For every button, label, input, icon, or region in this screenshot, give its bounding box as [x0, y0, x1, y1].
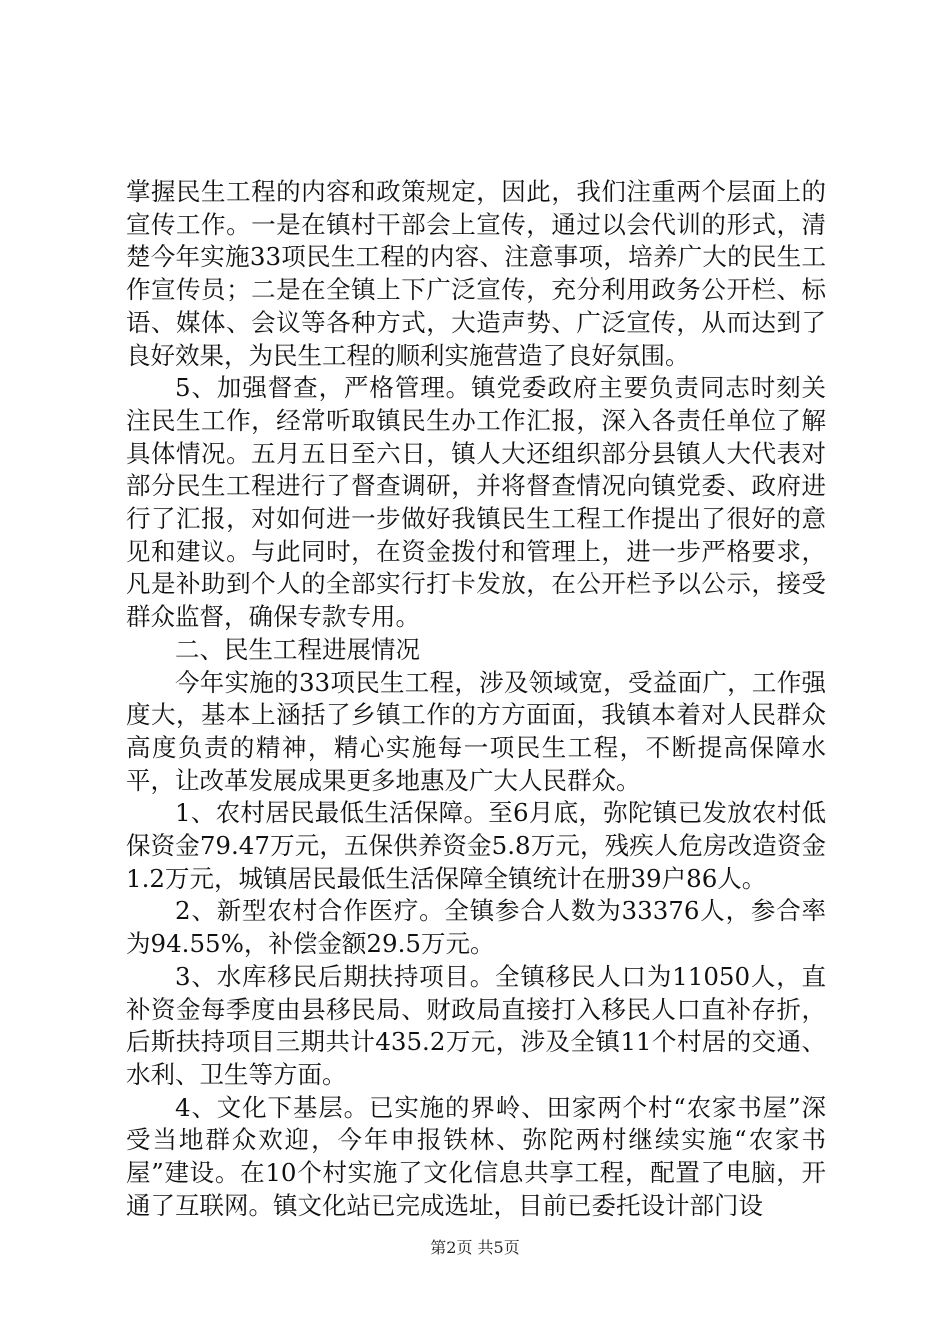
paragraph-6: 2、新型农村合作医疗。全镇参合人数为33376人，参合率为94.55%，补偿金额29.5万元。: [126, 896, 826, 959]
page-number-footer: 第2页 共5页: [430, 1238, 520, 1257]
paragraph-1: 掌握民生工程的内容和政策规定，因此，我们注重两个层面上的宣传工作。一是在镇村干部会上宣传，通过以会代训的形式，清楚今年实施33项民生工程的内容、注意事项，培养广大的民生工作宣传员；二是在全镇上下广泛宣传，充分利用政务公开栏、标语、媒体、会议等各种方式，大造声势、广泛宣传，从而达到了良好效果，为民生工程的顺利实施营造了良好氛围。: [126, 177, 826, 370]
paragraph-5: 1、农村居民最低生活保障。至6月底，弥陀镇已发放农村低保资金79.47万元，五保供养资金5.8万元，残疾人危房改造资金1.2万元，城镇居民最低生活保障全镇统计在册39户86人。: [126, 798, 826, 893]
paragraph-2: 5、加强督查，严格管理。镇党委政府主要负责同志时刻关注民生工作，经常听取镇民生办工作汇报，深入各责任单位了解具体情况。五月五日至六日，镇人大还组织部分县镇人大代表对部分民生工程进行了督查调研，并将督查情况向镇党委、政府进行了汇报，对如何进一步做好我镇民生工程工作提出了很好的意见和建议。与此同时，在资金拨付和管理上，进一步严格要求，凡是补助到个人的全部实行打卡发放，在公开栏予以公示，接受群众监督，确保专款专用。: [126, 373, 826, 632]
section-heading: 二、民生工程进展情况: [175, 634, 420, 664]
document-body: [126, 176, 826, 1223]
paragraph-4: 今年实施的33项民生工程，涉及领域宽，受益面广，工作强度大，基本上涵括了乡镇工作的方方面面，我镇本着对人民群众高度负责的精神，精心实施每一项民生工程，不断提高保障水平，让改革发展成果更多地惠及广大人民群众。: [126, 667, 826, 795]
paragraph-7: 3、水库移民后期扶持项目。全镇移民人口为11050人，直补资金每季度由县移民局、财政局直接打入移民人口直补存折，后斯扶持项目三期共计435.2万元，涉及全镇11个村居的交通、水利、卫生等方面。: [126, 961, 826, 1089]
paragraph-8: 4、文化下基层。已实施的界岭、田家两个村“农家书屋”深受当地群众欢迎，今年申报铁林、弥陀两村继续实施“农家书屋”建设。在10个村实施了文化信息共享工程，配置了电脑，开通了互联网。镇文化站已完成选址，目前已委托设计部门设: [126, 1092, 826, 1220]
